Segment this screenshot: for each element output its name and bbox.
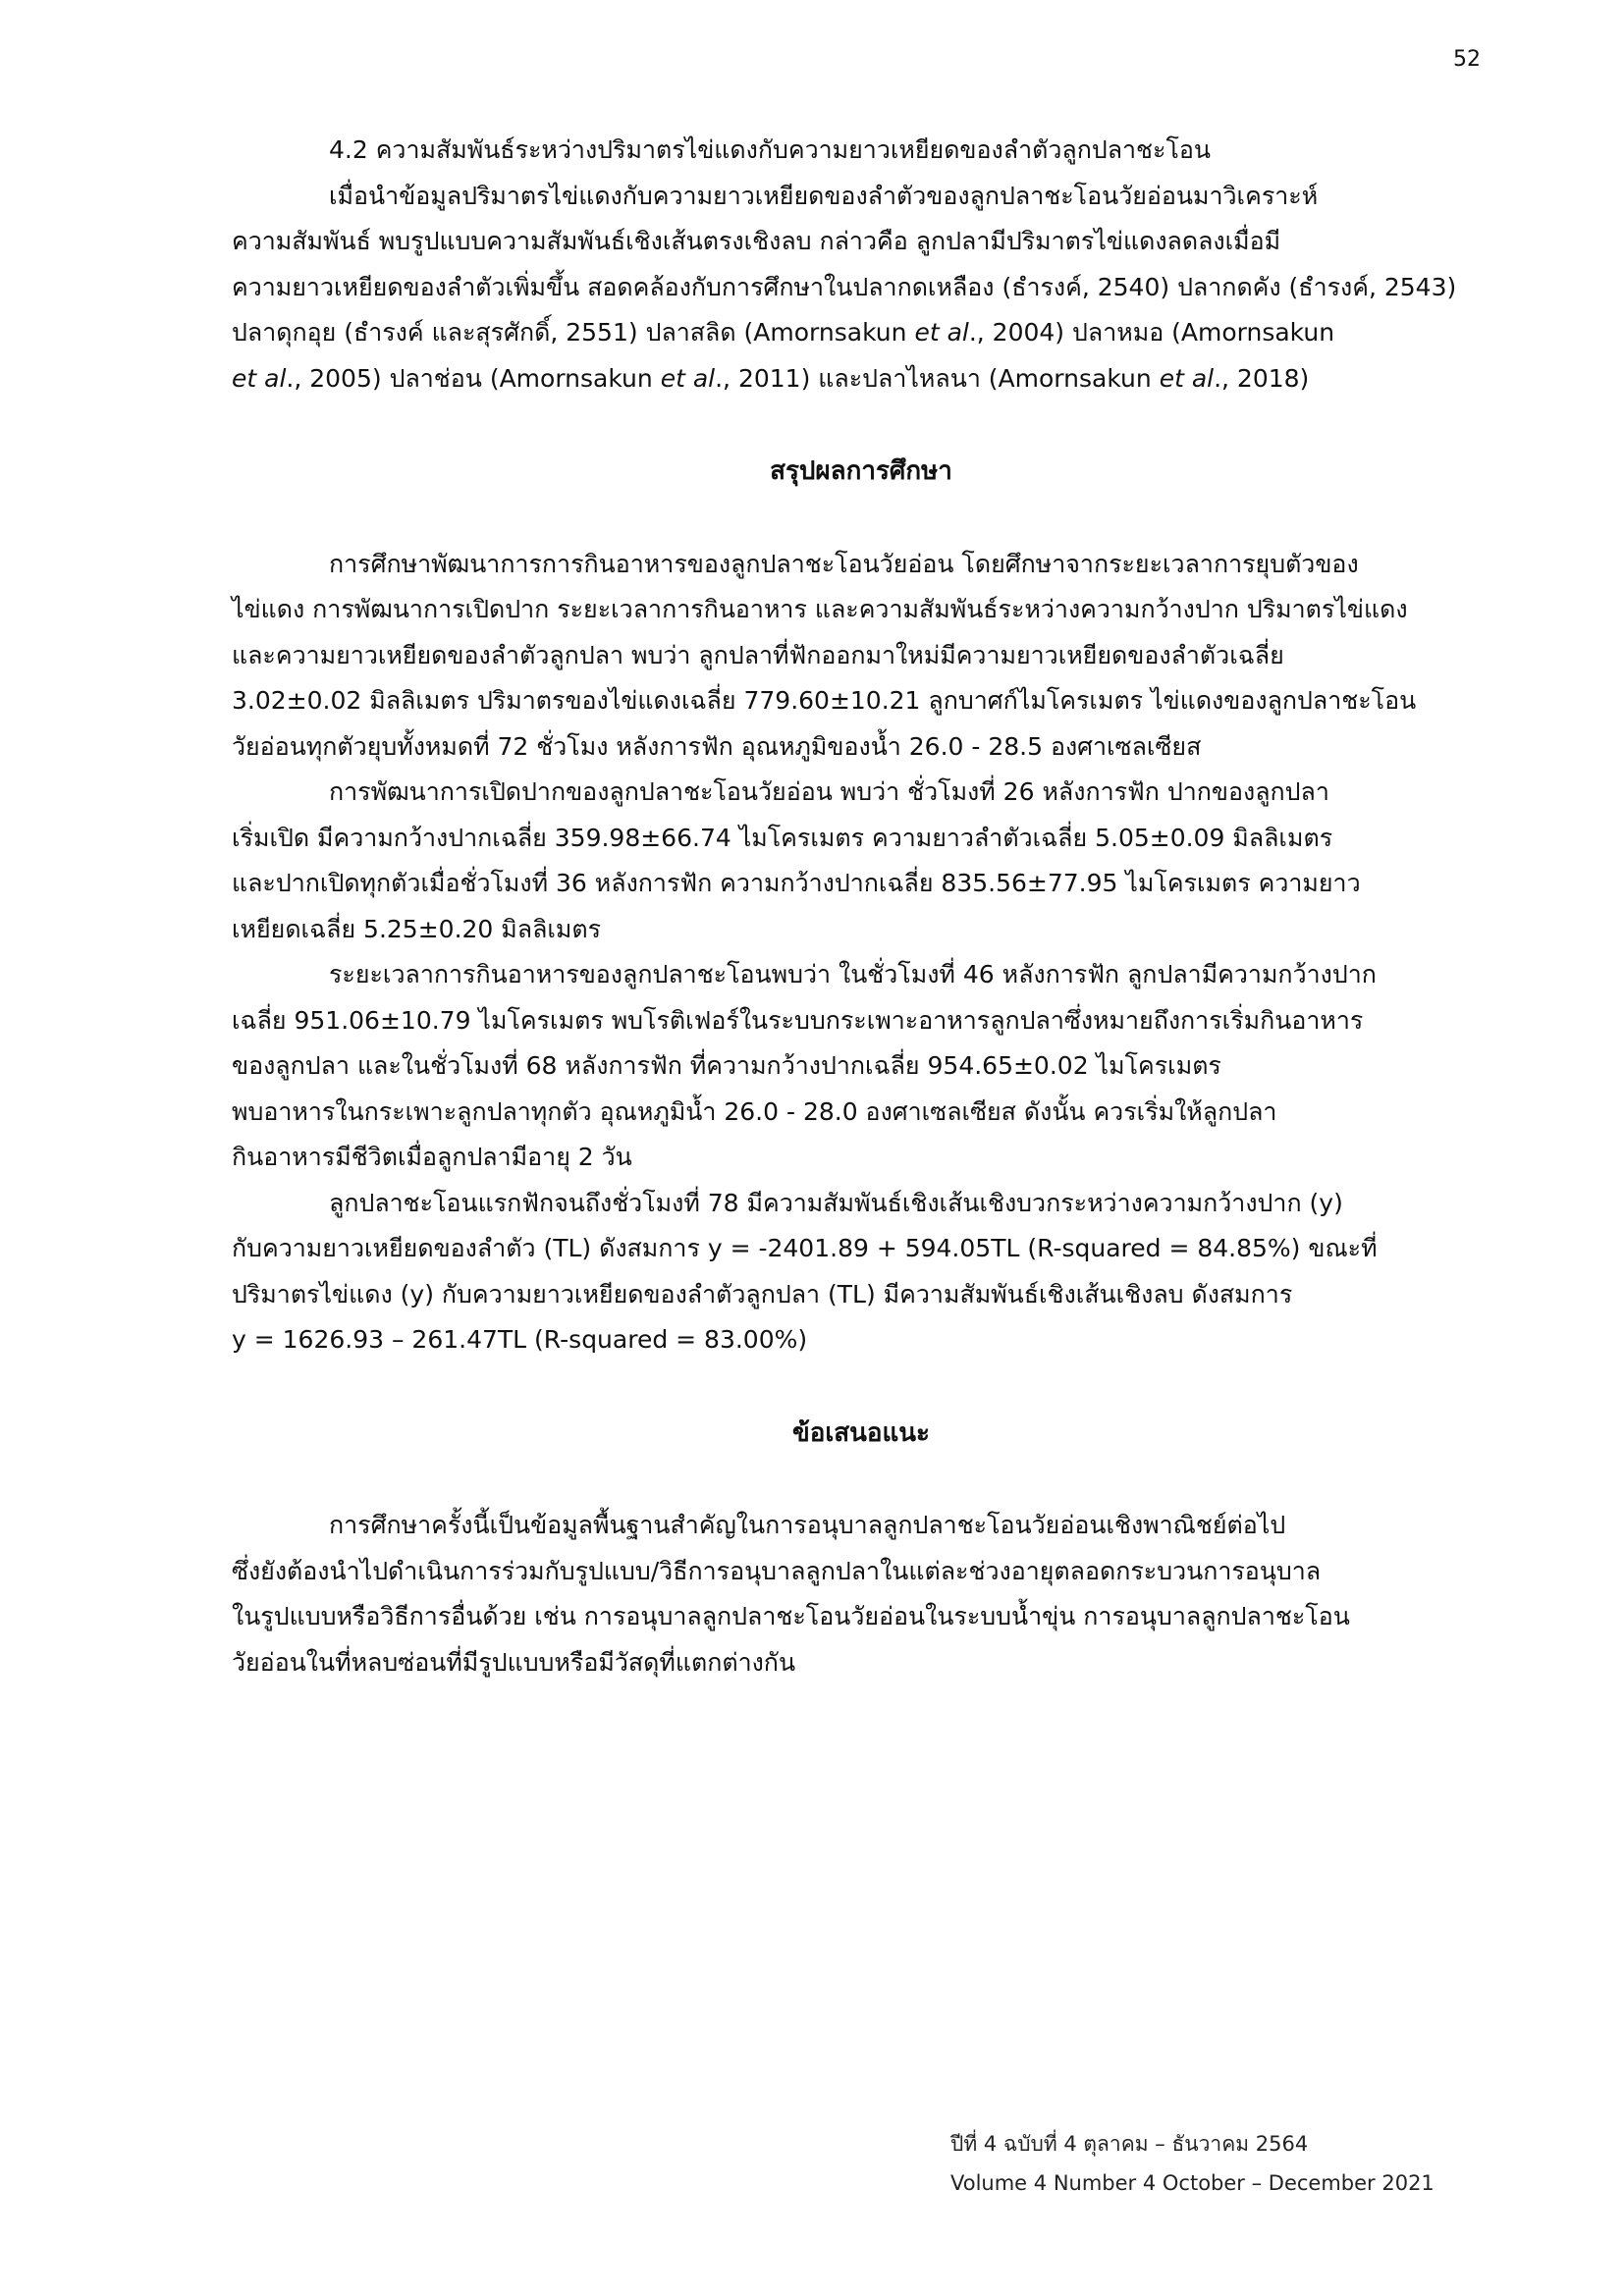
paragraph-line: ลูกปลาชะโอนแรกฟักจนถึงชั่วโมงที่ 78 มีความสัมพันธ์เชิงเส้นเชิงบวกระหว่างความกว้างปาก (y) (329, 1188, 1343, 1217)
paragraph-line: เฉลี่ย 951.06±10.79 ไมโครเมตร พบโรติเฟอร์ในระบบกระเพาะอาหารลูกปลาซึ่งหมายถึงการเริ่มกินอาหาร (232, 1005, 1364, 1035)
italic-run: et al (660, 363, 716, 393)
paragraph-line: y = 1626.93 – 261.47TL (R-squared = 83.00%) (232, 1325, 808, 1354)
paragraph-line: กินอาหารมีชีวิตเมื่อลูกปลามีอายุ 2 วัน (232, 1143, 632, 1171)
paragraph-line: และความยาวเหยียดของลำตัวลูกปลา พบว่า ลูกปลาที่ฟักออกมาใหม่มีความยาวเหยียดของลำตัวเฉลี่ย (232, 640, 1284, 669)
paragraph-line: ไข่แดง การพัฒนาการเปิดปาก ระยะเวลาการกินอาหาร และความสัมพันธ์ระหว่างความกว้างปาก ปริมาตรไข่แดง (232, 595, 1408, 623)
paragraph-line: และปากเปิดทุกตัวเมื่อชั่วโมงที่ 36 หลังการฟัก ความกว้างปากเฉลี่ย 835.56±77.95 ไมโครเมตร ความยาว (232, 869, 1361, 897)
text-run: ., 2018) (1214, 363, 1310, 393)
paragraph-line: ปริมาตรไข่แดง (y) กับความยาวเหยียดของลำตัวลูกปลา (TL) มีความสัมพันธ์เชิงเส้นเชิงลบ ดังสมการ (232, 1279, 1293, 1308)
paragraph-line: การศึกษาพัฒนาการการกินอาหารของลูกปลาชะโอนวัยอ่อน โดยศึกษาจากระยะเวลาการยุบตัวของ (329, 549, 1359, 578)
paragraph-line: เริ่มเปิด มีความกว้างปากเฉลี่ย 359.98±66.74 ไมโครเมตร ความยาวลำตัวเฉลี่ย 5.05±0.09 มิลลิเมตร (232, 823, 1333, 852)
text-run: ., 2005) ปลาช่อน (Amornsakun (286, 363, 661, 393)
footer-thai-issue: ปีที่ 4 ฉบับที่ 4 ตุลาคม – ธันวาคม 2564 (950, 2132, 1309, 2156)
page-number: 52 (1453, 47, 1481, 72)
paragraph-line: ของลูกปลา และในชั่วโมงที่ 68 หลังการฟัก ที่ความกว้างปากเฉลี่ย 954.65±0.02 ไมโครเมตร (232, 1051, 1221, 1080)
paragraph-line: เหยียดเฉลี่ย 5.25±0.20 มิลลิเมตร (232, 914, 602, 943)
italic-run: et al (1159, 363, 1215, 393)
paragraph-line: 3.02±0.02 มิลลิเมตร ปริมาตรของไข่แดงเฉลี่ย 779.60±10.21 ลูกบาศก์ไมโครเมตร ไข่แดงของลูกปลาชะโอน (232, 686, 1417, 715)
text-run: ., 2004) ปลาหมอ (Amornsakun (968, 318, 1335, 347)
journal-footer (950, 2124, 1500, 2203)
italic-run: et al (914, 318, 969, 347)
paragraph-line: ความยาวเหยียดของลำตัวเพิ่มขึ้น สอดคล้องกับการศึกษาในปลากดเหลือง (ธำรงค์, 2540) ปลากดคัง (ธำรงค์, 2543) (232, 272, 1457, 301)
paragraph-line: กับความยาวเหยียดของลำตัว (TL) ดังสมการ y = -2401.89 + 594.05TL (R-squared = 84.85%) ขณะที่ (232, 1234, 1378, 1262)
italic-run: et al (232, 363, 287, 393)
paragraph-line: เมื่อนำข้อมูลปริมาตรไข่แดงกับความยาวเหยียดของลำตัวของลูกปลาชะโอนวัยอ่อนมาวิเคราะห์ (329, 181, 1319, 210)
paragraph-line: ความสัมพันธ์ พบรูปแบบความสัมพันธ์เชิงเส้นตรงเชิงลบ กล่าวคือ ลูกปลามีปริมาตรไข่แดงลดลงเมื่อมี (232, 227, 1281, 255)
paragraph-line: พบอาหารในกระเพาะลูกปลาทุกตัว อุณหภูมิน้ำ 26.0 - 28.0 องศาเซลเซียส ดังนั้น ควรเริ่มให้ลูกปลา (232, 1096, 1277, 1126)
paragraph-line: ระยะเวลาการกินอาหารของลูกปลาชะโอนพบว่า ในชั่วโมงที่ 46 หลังการฟัก ลูกปลามีความกว้างปาก (329, 960, 1377, 988)
page-content (232, 128, 1490, 1685)
footer-english-issue: Volume 4 Number 4 October – December 2021 (950, 2171, 1435, 2195)
paragraph-line: การศึกษาครั้งนี้เป็นข้อมูลพื้นฐานสำคัญในการอนุบาลลูกปลาชะโอนวัยอ่อนเชิงพาณิชย์ต่อไป (329, 1511, 1286, 1539)
paragraph-line: ในรูปแบบหรือวิธีการอื่นด้วย เช่น การอนุบาลลูกปลาชะโอนวัยอ่อนในระบบน้ำขุ่น การอนุบาลลูกปลาชะโอน (232, 1602, 1350, 1630)
paragraph-line (232, 310, 1490, 356)
section-title: 4.2 ความสัมพันธ์ระหว่างปริมาตรไข่แดงกับความยาวเหยียดของลำตัวลูกปลาชะโอน (329, 135, 1211, 164)
paragraph-line: วัยอ่อนทุกตัวยุบทั้งหมดที่ 72 ชั่วโมง หลังการฟัก อุณหภูมิของน้ำ 26.0 - 28.5 องศาเซลเซียส (232, 731, 1202, 761)
paragraph-line: วัยอ่อนในที่หลบซ่อนที่มีรูปแบบหรือมีวัสดุที่แตกต่างกัน (232, 1647, 796, 1677)
conclusion-heading: สรุปผลการศึกษา (770, 456, 952, 486)
recommendation-heading: ข้อเสนอแนะ (791, 1417, 931, 1448)
paragraph-line: ซึ่งยังต้องนำไปดำเนินการร่วมกับรูปแบบ/วิธีการอนุบาลลูกปลาในแต่ละช่วงอายุตลอดกระบวนการอนุบาล (232, 1556, 1322, 1585)
text-run: ปลาดุกอุย (ธำรงค์ และสุรศักดิ์, 2551) ปลาสลิด (Amornsakun (232, 318, 915, 347)
text-run: ., 2011) และปลาไหลนา (Amornsakun (715, 363, 1160, 393)
paragraph-line: การพัฒนาการเปิดปากของลูกปลาชะโอนวัยอ่อน พบว่า ชั่วโมงที่ 26 หลังการฟัก ปากของลูกปลา (329, 777, 1329, 806)
paragraph-line (232, 356, 1490, 402)
